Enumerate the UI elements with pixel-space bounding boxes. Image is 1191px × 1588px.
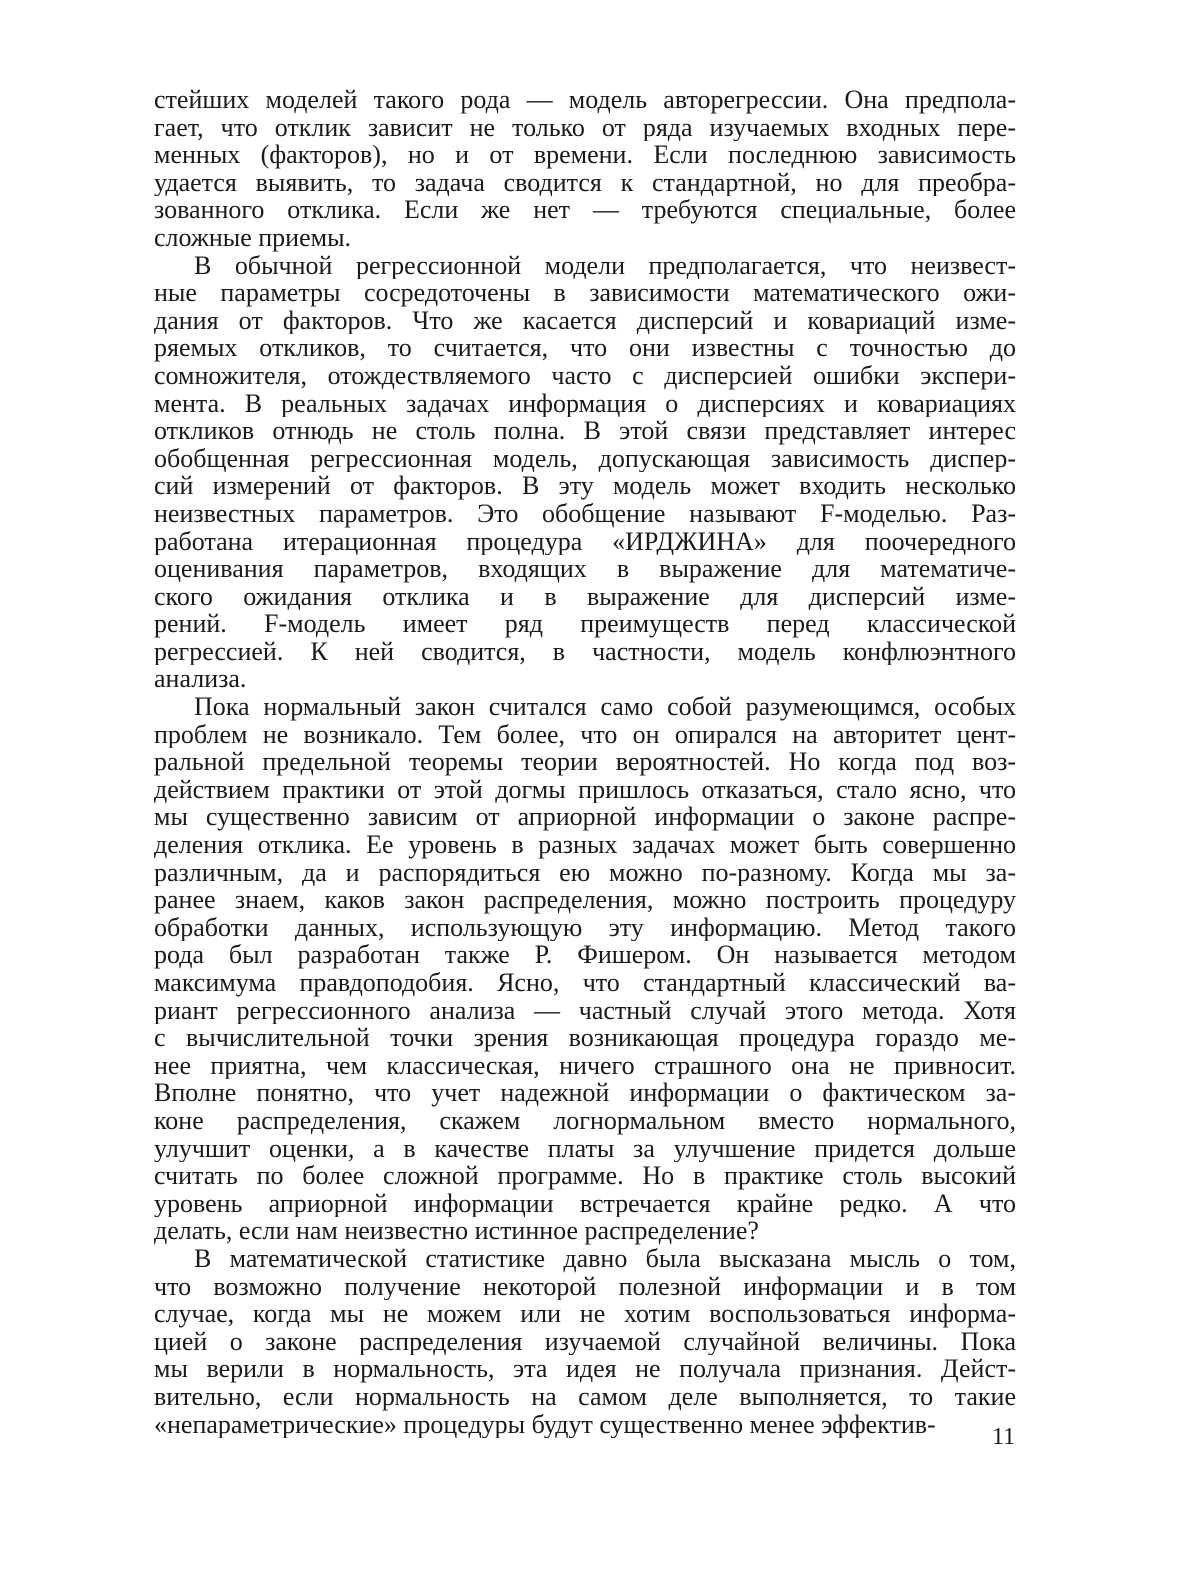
text-line: «непараметрические» процедуры будут существенно менее эффектив- <box>154 1410 936 1439</box>
paragraph <box>154 252 1016 694</box>
text-line: сомножителя, отождествляемого часто с дисперсией ошибки экспери- <box>154 361 1016 390</box>
text-line: Пока нормальный закон считался само собой разумеющимся, особых <box>194 693 1016 721</box>
page-number: 11 <box>992 1424 1016 1450</box>
text-line: зованного отклика. Если же нет — требуются специальные, более <box>154 196 1016 224</box>
text-line: стейших моделей такого рода — модель авторегрессии. Она предпола- <box>154 86 1016 114</box>
text-line: улучшит оценки, а в качестве платы за улучшение придется дольше <box>154 1134 1016 1163</box>
text-line: с вычислительной точки зрения возникающая процедура гораздо ме- <box>154 1024 1016 1052</box>
text-line: сложные приемы. <box>154 223 352 252</box>
text-line: оценивания параметров, входящих в выражение для математиче- <box>154 555 1016 583</box>
paragraph <box>154 86 1016 252</box>
text-line: ского ожидания отклика и в выражение для дисперсий изме- <box>154 582 1016 611</box>
text-line: гает, что отклик зависит не только от ряда изучаемых входных пере- <box>154 113 1016 142</box>
text-line: различным, да и распорядиться ею можно по-разному. Когда мы за- <box>154 858 1016 887</box>
text-line: удается выявить, то задача сводится к стандартной, но для преобра- <box>154 168 1016 197</box>
text-line: В обычной регрессионной модели предполагается, что неизвест- <box>194 251 1016 280</box>
text-line: анализа. <box>154 665 247 694</box>
text-line: действием практики от этой догмы пришлось отказаться, стало ясно, что <box>154 775 1016 804</box>
text-line: максимума правдоподобия. Ясно, что стандартный классический ва- <box>154 969 1016 997</box>
text-line: ные параметры сосредоточены в зависимости математического ожи- <box>154 279 1016 307</box>
body-text <box>154 86 1016 1438</box>
text-line: что возможно получение некоторой полезной информации и в том <box>154 1272 1016 1301</box>
paragraph <box>154 1245 1016 1438</box>
text-line: менных (факторов), но и от времени. Если последнюю зависимость <box>154 141 1016 169</box>
text-line: мы верили в нормальность, эта идея не получала признания. Дейст- <box>154 1355 1016 1383</box>
paragraph <box>154 693 1016 1245</box>
text-line: мы существенно зависим от априорной информации о законе распре- <box>154 803 1016 832</box>
text-line: деления отклика. Ее уровень в разных задачах может быть совершенно <box>154 831 1016 859</box>
text-line: делать, если нам неизвестно истинное распределение? <box>154 1217 759 1245</box>
text-line: коне распределения, скажем логнормальном вместо нормального, <box>154 1106 1016 1135</box>
text-line: риант регрессионного анализа — частный случай этого метода. Хотя <box>154 996 1016 1025</box>
text-line: В математической статистике давно была высказана мысль о том, <box>194 1244 1016 1273</box>
text-line: сий измерений от факторов. В эту модель может входить несколько <box>154 472 1016 500</box>
text-line: рений. F-модель имеет ряд преимуществ перед классической <box>154 610 1016 638</box>
text-line: считать по более сложной программе. Но в практике столь высокий <box>154 1162 1016 1190</box>
text-line: ряемых откликов, то считается, что они известны с точностью до <box>154 334 1016 362</box>
text-line: обработки данных, использующую эту информацию. Метод такого <box>154 913 1016 942</box>
text-line: ральной предельной теоремы теории вероятностей. Но когда под воз- <box>154 748 1016 776</box>
text-line: проблем не возникало. Тем более, что он опирался на авторитет цент- <box>154 720 1016 749</box>
text-line: мента. В реальных задачах информация о дисперсиях и ковариациях <box>154 389 1016 418</box>
text-line: дания от факторов. Что же касается дисперсий и ковариаций изме- <box>154 306 1016 335</box>
text-line: регрессией. К ней сводится, в частности, модель конфлюэнтного <box>154 637 1016 666</box>
text-line: вительно, если нормальность на самом деле выполняется, то такие <box>154 1382 1016 1411</box>
text-line: нее приятна, чем классическая, ничего страшного она не привносит. <box>154 1051 1016 1080</box>
text-line: работана итерационная процедура «ИРДЖИНА» для поочередного <box>154 527 1016 556</box>
text-line: уровень априорной информации встречается крайне редко. А что <box>154 1189 1016 1218</box>
text-line: обобщенная регрессионная модель, допускающая зависимость диспер- <box>154 444 1016 473</box>
text-line: ранее знаем, каков закон распределения, можно построить процедуру <box>154 886 1016 914</box>
text-line: неизвестных параметров. Это обобщение называют F-моделью. Раз- <box>154 499 1016 528</box>
text-line: рода был разработан также Р. Фишером. Он называется методом <box>154 941 1016 969</box>
text-line: случае, когда мы не можем или не хотим воспользоваться информа- <box>154 1300 1016 1328</box>
text-line: откликов отнюдь не столь полна. В этой связи представляет интерес <box>154 417 1016 445</box>
text-line: цией о законе распределения изучаемой случайной величины. Пока <box>154 1327 1016 1356</box>
text-line: Вполне понятно, что учет надежной информации о фактическом за- <box>154 1079 1016 1107</box>
